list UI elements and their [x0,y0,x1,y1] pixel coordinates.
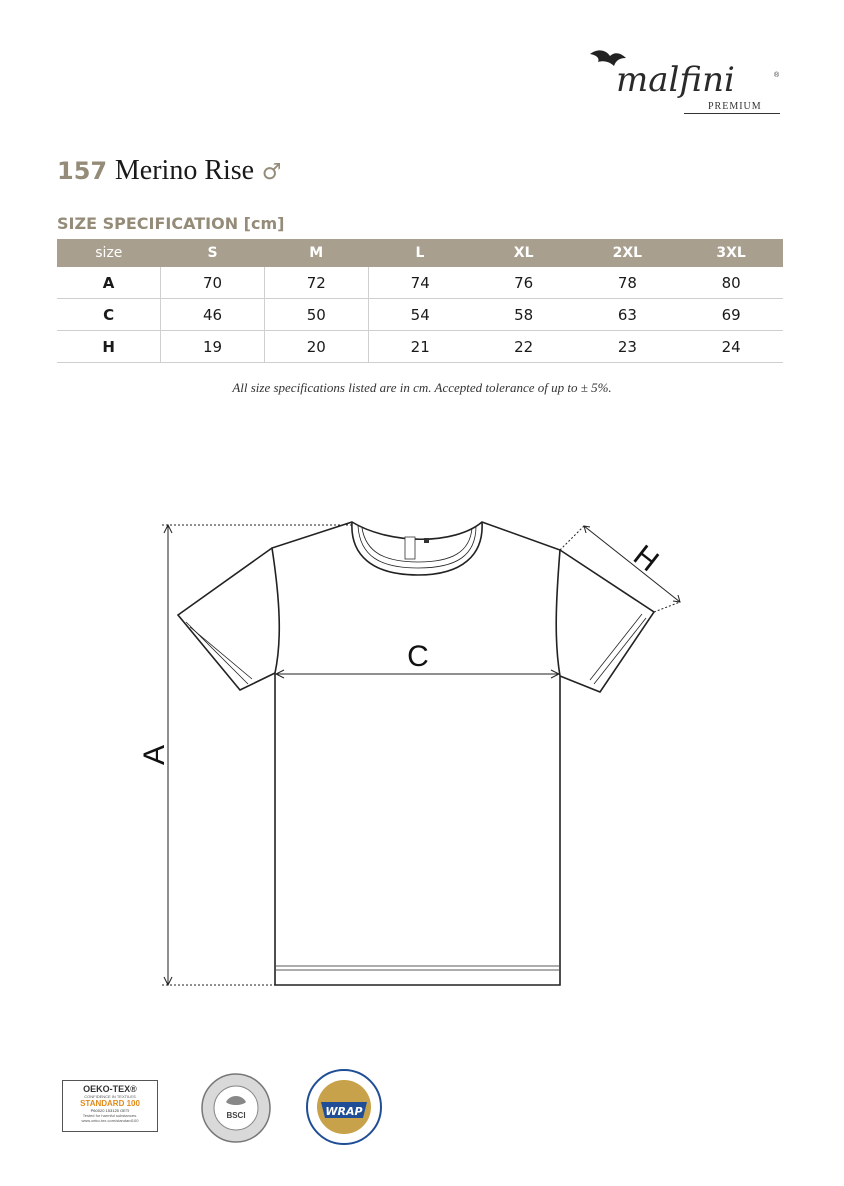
brand-sub: PREMIUM [708,101,762,112]
header-cell: 2XL [576,239,680,267]
table-cell: 69 [679,299,783,331]
table-cell: 63 [576,299,680,331]
wrap-text: WRAP [325,1105,363,1118]
table-cell: 19 [161,331,265,363]
table-cell: 72 [264,267,368,299]
wrap-badge [305,1068,383,1146]
table-cell: 54 [368,299,472,331]
brand-wordmark: malfini [616,60,735,100]
size-tag [424,538,429,543]
tshirt-outline [178,522,654,985]
label-c: C [407,640,429,673]
header-cell: 3XL [679,239,783,267]
row-label: H [57,331,161,363]
size-spec-heading: SIZE SPECIFICATION [cm] [57,214,285,233]
header-cell: XL [472,239,576,267]
table-cell: 70 [161,267,265,299]
product-code: 157 [57,157,108,185]
table-cell: 80 [679,267,783,299]
neck-label [405,537,415,559]
bsci-badge [200,1072,272,1144]
label-a: A [138,744,171,766]
row-label: C [57,299,161,331]
bsci-text: BSCI [226,1111,246,1120]
measure-a-line [162,525,352,985]
oeko-url: www.oeko-tex.com/standard100 [81,1118,139,1123]
oeko-line1: CONFIDENCE IN TEXTILES [84,1094,136,1099]
table-cell: 78 [576,267,680,299]
oeko-code: P60020 153125 OETI [90,1108,130,1113]
table-cell: 22 [472,331,576,363]
male-symbol-icon: ♂ [261,160,282,185]
header-cell: S [161,239,265,267]
brand-registered: ® [774,72,780,79]
oeko-standard: STANDARD 100 [80,1099,140,1108]
table-cell: 50 [264,299,368,331]
table-cell: 21 [368,331,472,363]
oeko-title: OEKO-TEX® [83,1084,137,1094]
header-cell: size [57,239,161,267]
table-cell: 58 [472,299,576,331]
label-h: H [627,538,665,579]
table-cell: 24 [679,331,783,363]
table-cell: 46 [161,299,265,331]
measure-h-line [560,526,680,612]
table-cell: 20 [264,331,368,363]
header-cell: L [368,239,472,267]
oeko-tex-badge [62,1080,158,1132]
header-cell: M [264,239,368,267]
table-cell: 76 [472,267,576,299]
table-cell: 74 [368,267,472,299]
oeko-tested: Tested for harmful substances. [82,1113,138,1118]
product-name: Merino Rise [114,155,255,186]
tolerance-note: All size specifications listed are in cm. Accepted tolerance of up to ± 5%. [232,380,612,395]
row-label: A [57,267,161,299]
table-cell: 23 [576,331,680,363]
